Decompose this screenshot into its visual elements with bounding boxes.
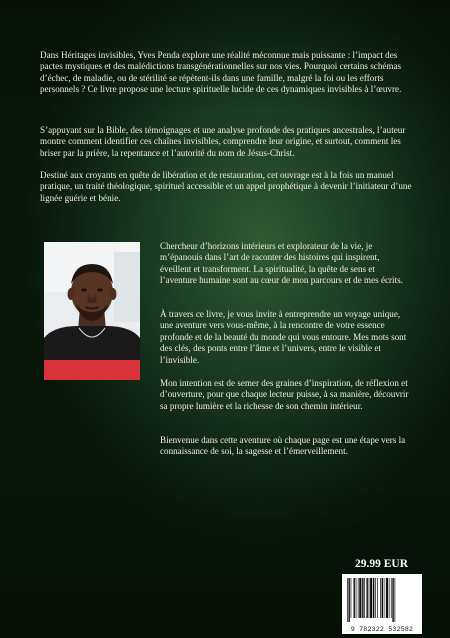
synopsis-paragraph-2: S’appuyant sur la Bible, des témoignages et une analyse profonde des pratiques ancestrales, l’auteur montre comment identifier ces chaînes invisibles, comprendre leur origine, et surtout, comment les briser par la prière, la repentance et l’autorité du nom de Jésus-Christ.: [40, 125, 406, 158]
barcode-bar: [384, 578, 385, 618]
barcode-bar: [359, 578, 361, 618]
price-label: 29.99 EUR: [354, 558, 408, 570]
barcode-bar: [382, 578, 383, 618]
barcode-bar: [370, 578, 372, 618]
barcode-bar: [386, 578, 388, 618]
barcode-bar: [358, 578, 359, 618]
author-bio-paragraph-2: À travers ce livre, je vous invite à entreprendre un voyage unique, une aventure vers vous-même, à la rencontre de votre essence profonde et de la beauté du monde qui vous entoure. Mes mots sont des clés, des ponts entre l’âme et l’univers, entre le visible et l’invisible.: [160, 309, 407, 365]
synopsis-paragraph-1: Dans Héritages invisibles, Yves Penda explore une réalité méconnue mais puissante : l’impact des pactes mystiques et des malédictions transgénérationnelles sur nos vies. Pourquoi certains schémas d’échec, de maladie, ou de stérilité se répètent-ils dans une famille, malgré la foi ou les efforts personnels ? Ce livre propose une lecture spirituelle lucide de ces dynamiques invisibles à l’œuvre.: [40, 50, 402, 95]
barcode-bar: [373, 578, 374, 618]
barcode-bar: [353, 578, 354, 618]
barcode-bar: [362, 578, 363, 618]
barcode-bar: [391, 578, 392, 618]
barcode-bar: [369, 578, 370, 618]
barcode-bar: [380, 578, 381, 618]
author-photo: [44, 242, 140, 380]
synopsis-paragraph-3: Destiné aux croyants en quête de libération et de restauration, cet ouvrage est à la fois un manuel pratique, un traité théologique, spirituel accessible et un appel prophétique à devenir l’initiateur d’une lignée guérie et bénie.: [40, 170, 412, 203]
barcode-bar: [351, 578, 352, 618]
author-bio-paragraph-4: Bienvenue dans cette aventure où chaque page est une étape vers la connaissance de soi, la sagesse et l’émerveillement.: [160, 435, 406, 457]
isbn-digits: 9 782322 532582: [350, 626, 414, 633]
barcode-bar: [395, 578, 396, 622]
author-bio-paragraph-1: Chercheur d’horizons intérieurs et explorateur de la vie, je m’épanouis dans l’art de raconter des histoires qui inspirent, éveillent et transforment. La spiritualité, la quête de sens et l’aventure humaine sont au cœur de mon parcours et de mes écrits.: [160, 241, 403, 286]
barcode-bar: [366, 578, 367, 618]
barcode-bar: [377, 578, 378, 618]
barcode-bar: [364, 578, 365, 618]
barcode-bar: [348, 578, 349, 622]
barcode-bar: [375, 578, 376, 618]
barcode-bars: [342, 574, 422, 624]
barcode-bar: [356, 578, 357, 618]
author-bio-paragraph-3: Mon intention est de semer des graines d’inspiration, de réflexion et d’ouverture, pour que chaque lecteur puisse, à sa manière, découvrir sa propre lumière et la richesse de son chemin intérieur.: [160, 378, 409, 411]
isbn-barcode: [342, 574, 422, 634]
barcode-bar: [347, 578, 348, 622]
barcode-bar: [389, 578, 390, 618]
barcode-bar: [392, 578, 393, 622]
